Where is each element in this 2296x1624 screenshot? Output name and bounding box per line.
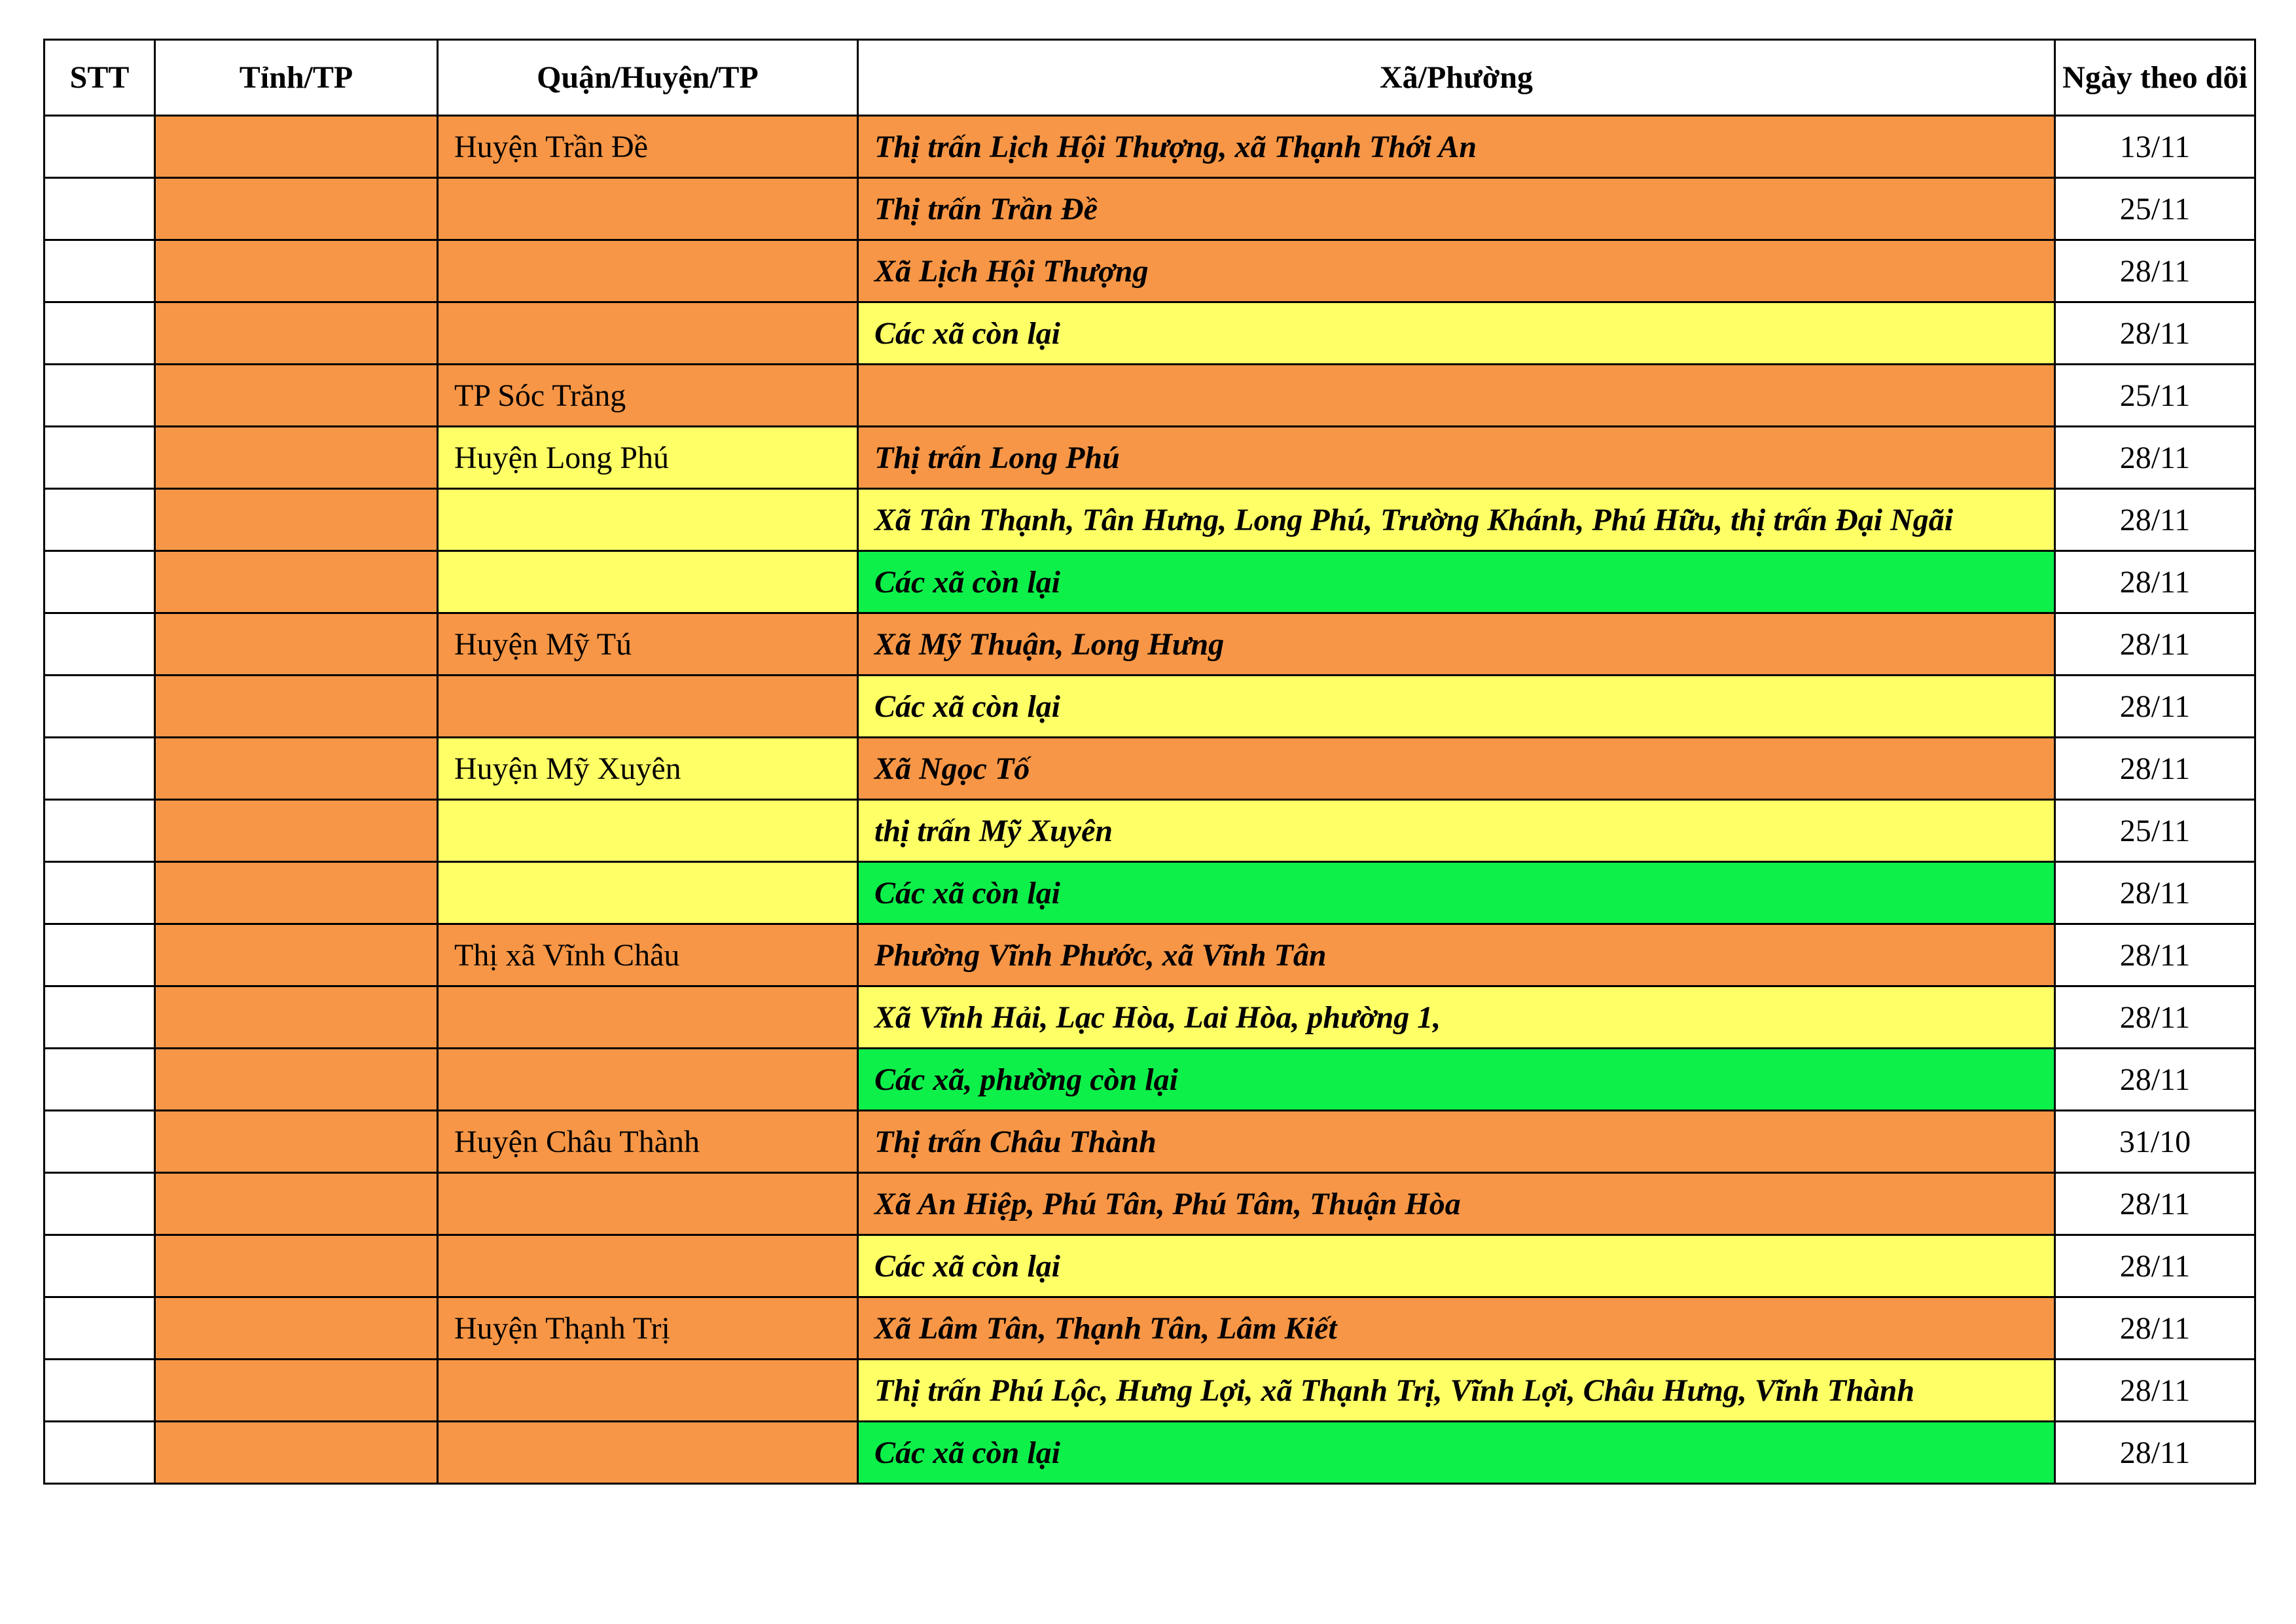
stt-cell <box>45 1235 155 1297</box>
district-cell <box>438 489 858 551</box>
district-cell <box>438 800 858 862</box>
commune-cell: Các xã, phường còn lại <box>858 1049 2055 1111</box>
district-cell <box>438 240 858 302</box>
province-cell <box>155 1360 438 1422</box>
province-cell <box>155 1049 438 1111</box>
province-cell <box>155 676 438 738</box>
province-cell <box>155 302 438 365</box>
stt-cell <box>45 1422 155 1484</box>
district-cell: Huyện Mỹ Tú <box>438 613 858 676</box>
commune-cell: Xã Vĩnh Hải, Lạc Hòa, Lai Hòa, phường 1, <box>858 986 2055 1049</box>
commune-cell: Xã Tân Thạnh, Tân Hưng, Long Phú, Trường Khánh, Phú Hữu, thị trấn Đại Ngãi <box>858 489 2055 551</box>
district-cell <box>438 302 858 365</box>
tracking-date-cell: 28/11 <box>2055 676 2255 738</box>
province-cell <box>155 613 438 676</box>
commune-cell: Các xã còn lại <box>858 1422 2055 1484</box>
province-cell <box>155 365 438 427</box>
stt-cell <box>45 862 155 924</box>
commune-cell: Thị trấn Châu Thành <box>858 1111 2055 1173</box>
tracking-date-cell: 28/11 <box>2055 613 2255 676</box>
province-cell <box>155 1297 438 1360</box>
district-cell: Huyện Châu Thành <box>438 1111 858 1173</box>
stt-cell <box>45 302 155 365</box>
province-cell <box>155 178 438 240</box>
province-cell <box>155 986 438 1049</box>
commune-cell <box>858 365 2055 427</box>
tracking-date-cell: 28/11 <box>2055 240 2255 302</box>
district-cell <box>438 1173 858 1235</box>
district-cell <box>438 986 858 1049</box>
tracking-date-cell: 28/11 <box>2055 489 2255 551</box>
tracking-date-cell: 28/11 <box>2055 1360 2255 1422</box>
table-row <box>45 676 2255 738</box>
commune-cell: Xã Lịch Hội Thượng <box>858 240 2055 302</box>
header-tracking-date: Ngày theo dõi <box>2055 40 2255 116</box>
commune-cell: Xã Lâm Tân, Thạnh Tân, Lâm Kiết <box>858 1297 2055 1360</box>
tracking-date-cell: 28/11 <box>2055 1297 2255 1360</box>
commune-cell: Các xã còn lại <box>858 676 2055 738</box>
commune-cell: Phường Vĩnh Phước, xã Vĩnh Tân <box>858 924 2055 986</box>
stt-cell <box>45 489 155 551</box>
district-cell <box>438 178 858 240</box>
tracking-date-cell: 28/11 <box>2055 427 2255 489</box>
stt-cell <box>45 676 155 738</box>
province-cell <box>155 1111 438 1173</box>
table-row <box>45 1049 2255 1111</box>
table-row <box>45 1173 2255 1235</box>
commune-cell: Thị trấn Long Phú <box>858 427 2055 489</box>
table-row <box>45 1235 2255 1297</box>
tracking-date-cell: 25/11 <box>2055 365 2255 427</box>
table-row <box>45 1422 2255 1484</box>
table-row <box>45 489 2255 551</box>
tracking-date-cell: 28/11 <box>2055 862 2255 924</box>
table-row <box>45 986 2255 1049</box>
stt-cell <box>45 427 155 489</box>
stt-cell <box>45 1111 155 1173</box>
table-row <box>45 1360 2255 1422</box>
district-cell: Huyện Trần Đề <box>438 116 858 178</box>
province-cell <box>155 1235 438 1297</box>
table-row <box>45 551 2255 613</box>
province-cell <box>155 427 438 489</box>
commune-cell: Xã An Hiệp, Phú Tân, Phú Tâm, Thuận Hòa <box>858 1173 2055 1235</box>
district-cell <box>438 551 858 613</box>
tracking-date-cell: 28/11 <box>2055 1422 2255 1484</box>
commune-cell: Thị trấn Phú Lộc, Hưng Lợi, xã Thạnh Trị, Vĩnh Lợi, Châu Hưng, Vĩnh Thành <box>858 1360 2055 1422</box>
district-cell: Huyện Thạnh Trị <box>438 1297 858 1360</box>
table-row <box>45 116 2255 178</box>
table-row <box>45 427 2255 489</box>
stt-cell <box>45 1049 155 1111</box>
district-cell: Huyện Long Phú <box>438 427 858 489</box>
tracking-date-cell: 13/11 <box>2055 116 2255 178</box>
tracking-date-cell: 28/11 <box>2055 1049 2255 1111</box>
stt-cell <box>45 738 155 800</box>
commune-cell: Xã Mỹ Thuận, Long Hưng <box>858 613 2055 676</box>
tracking-date-cell: 28/11 <box>2055 1235 2255 1297</box>
commune-cell: Các xã còn lại <box>858 862 2055 924</box>
table-row <box>45 302 2255 365</box>
province-cell <box>155 551 438 613</box>
district-cell <box>438 1422 858 1484</box>
stt-cell <box>45 613 155 676</box>
province-cell <box>155 240 438 302</box>
district-cell <box>438 1360 858 1422</box>
tracking-date-cell: 25/11 <box>2055 800 2255 862</box>
table-row <box>45 240 2255 302</box>
tracking-date-cell: 28/11 <box>2055 302 2255 365</box>
table-row <box>45 1111 2255 1173</box>
commune-cell: Thị trấn Trần Đề <box>858 178 2055 240</box>
province-cell <box>155 800 438 862</box>
epidemic-level-table <box>43 39 2256 1485</box>
district-cell: Thị xã Vĩnh Châu <box>438 924 858 986</box>
commune-cell: Các xã còn lại <box>858 1235 2055 1297</box>
table-row <box>45 178 2255 240</box>
province-cell <box>155 116 438 178</box>
district-cell <box>438 1049 858 1111</box>
stt-cell <box>45 178 155 240</box>
commune-cell: Xã Ngọc Tố <box>858 738 2055 800</box>
table-header <box>45 40 2255 116</box>
table-row <box>45 924 2255 986</box>
table-row <box>45 800 2255 862</box>
stt-cell <box>45 1360 155 1422</box>
tracking-date-cell: 28/11 <box>2055 924 2255 986</box>
tracking-date-cell: 28/11 <box>2055 1173 2255 1235</box>
table-body <box>45 116 2255 1484</box>
tracking-date-cell: 28/11 <box>2055 986 2255 1049</box>
stt-cell <box>45 240 155 302</box>
header-province: Tỉnh/TP <box>155 40 438 116</box>
province-cell <box>155 489 438 551</box>
header-district: Quận/Huyện/TP <box>438 40 858 116</box>
stt-cell <box>45 986 155 1049</box>
district-cell: Huyện Mỹ Xuyên <box>438 738 858 800</box>
district-cell: TP Sóc Trăng <box>438 365 858 427</box>
tracking-date-cell: 25/11 <box>2055 178 2255 240</box>
stt-cell <box>45 551 155 613</box>
commune-cell: thị trấn Mỹ Xuyên <box>858 800 2055 862</box>
tracking-date-cell: 31/10 <box>2055 1111 2255 1173</box>
header-stt: STT <box>45 40 155 116</box>
commune-cell: Thị trấn Lịch Hội Thượng, xã Thạnh Thới An <box>858 116 2055 178</box>
header-commune: Xã/Phường <box>858 40 2055 116</box>
tracking-date-cell: 28/11 <box>2055 551 2255 613</box>
table-row <box>45 613 2255 676</box>
district-cell <box>438 676 858 738</box>
table-row <box>45 738 2255 800</box>
district-cell <box>438 1235 858 1297</box>
commune-cell: Các xã còn lại <box>858 302 2055 365</box>
table-row <box>45 365 2255 427</box>
stt-cell <box>45 1297 155 1360</box>
commune-cell: Các xã còn lại <box>858 551 2055 613</box>
header-row <box>45 40 2255 116</box>
stt-cell <box>45 924 155 986</box>
stt-cell <box>45 800 155 862</box>
stt-cell <box>45 365 155 427</box>
tracking-date-cell: 28/11 <box>2055 738 2255 800</box>
table-row <box>45 862 2255 924</box>
province-cell <box>155 862 438 924</box>
table-row <box>45 1297 2255 1360</box>
province-cell <box>155 738 438 800</box>
province-cell <box>155 1173 438 1235</box>
stt-cell <box>45 116 155 178</box>
province-cell <box>155 1422 438 1484</box>
district-cell <box>438 862 858 924</box>
stt-cell <box>45 1173 155 1235</box>
province-cell <box>155 924 438 986</box>
